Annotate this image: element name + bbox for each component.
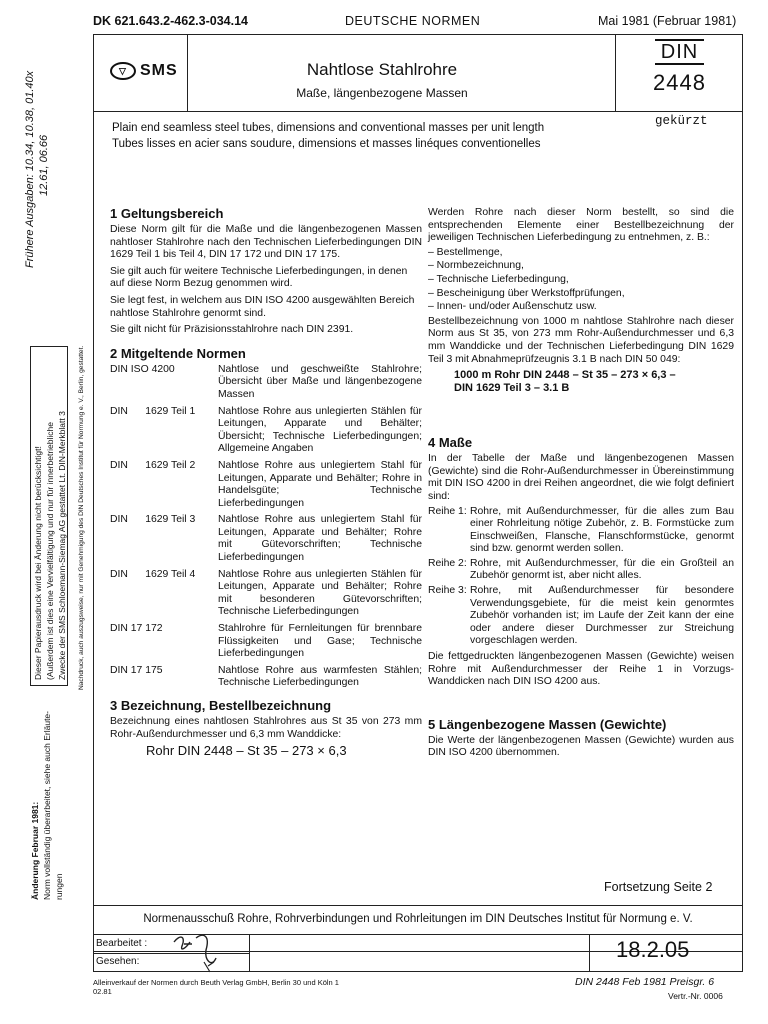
normen-row	[110, 364, 422, 402]
signature-image	[170, 928, 230, 976]
din-number: 2448	[653, 70, 706, 95]
section-1-para-1: Diese Norm gilt für die Maße und die längenbezogenen Massen nahtloser Stahlrohre nach den Technischen Lieferbedingungen DIN 1629 Teil 1 bis Teil 4, DIN 17 172 und DIN 17 175.	[110, 224, 422, 261]
order-example	[428, 369, 734, 395]
norm-title: Nahtlose Rohre aus unlegiertem Stahl für Leitungen, Apparate und Behälter; Rohre in Handelsgüte; Technische Lieferbedingungen	[218, 459, 422, 509]
din-label: DIN	[655, 39, 704, 65]
amendment-line-2: rungen	[54, 873, 64, 900]
continuation-note: Fortsetzung Seite 2	[604, 880, 713, 894]
designation-example: Rohr DIN 2448 – St 35 – 273 × 6,3	[146, 743, 347, 759]
norm-id: DIN 1629 Teil 1	[110, 405, 196, 417]
section-3-heading: 3 Bezeichnung, Bestellbezeichnung	[110, 698, 332, 713]
edited-by-label: Bearbeitet :	[96, 938, 148, 949]
reihen-list	[428, 506, 734, 649]
norm-title: Nahtlose Rohre aus unlegierten Stählen für Leitungen, Apparate und Behälter; Übersicht; Technische Lieferbedingungen; Allgemeine Angaben	[218, 405, 422, 455]
section-4-para-1: In der Tabelle der Maße und längenbezogenen Massen (Gewichte) sind die Rohr-Außendurchmesser in Übereinstimmung mit DIN ISO 4200 in drei Reihen angeordnet, die wie folgt definiert sind:	[428, 453, 734, 502]
print-notice-line-1: Dieser Papierausdruck wird bei Änderung nicht berücksichtigt!	[33, 446, 43, 680]
issue-date: Mai 1981 (Februar 1981)	[598, 14, 737, 28]
amendment-line-1: Norm vollständig überarbeitet, siehe auch Erläute-	[42, 711, 52, 900]
section-1-para-3: Sie legt fest, in welchem aus DIN ISO 4200 ausgewählten Bereich nahtlose Stahlrohre genormt sind.	[110, 294, 415, 319]
list-item: – Technische Lieferbedingung,	[428, 273, 569, 285]
reihe-label: Reihe 1:	[428, 505, 467, 517]
reihe-text: Rohre, mit Außendurchmesser, für die alles zum Bau einer Rohrleitung nötige Zubehör, z. B. Formstücke zum Einschweißen, Flansche, Flanschformstücke, genormt sind bzw. genormt werden sollen.	[470, 505, 734, 555]
contract-number: Vertr.-Nr. 0006	[668, 991, 723, 1001]
sales-note	[93, 978, 339, 996]
norm-id: DIN 1629 Teil 2	[110, 459, 196, 471]
sms-emblem-icon: ▽	[110, 62, 136, 80]
reihe-label: Reihe 2:	[428, 557, 467, 569]
normen-row	[110, 569, 422, 619]
list-item: – Bescheinigung über Werkstoffprüfungen,	[428, 287, 625, 299]
logo-text: SMS	[140, 62, 178, 79]
series-title: DEUTSCHE NORMEN	[345, 14, 481, 28]
dk-number: DK 621.643.2-462.3-034.14	[93, 14, 248, 28]
reprint-notice: Nachdruck, auch auszugsweise, nur mit Genehmigung des DIN Deutsches Institut für Normung e. V., Berlin, gestattet.	[78, 345, 85, 690]
section-1-para-2: Sie gilt auch für weitere Technische Lieferbedingungen, in denen auf diese Norm Bezug genommen wird.	[110, 265, 408, 290]
norm-title: Stahlrohre für Fernleitungen für brennbare Flüssigkeiten und Gase; Technische Lieferbedingungen	[218, 623, 422, 660]
norm-title: Nahtlose Rohre aus warmfesten Stählen; Technische Lieferbedingungen	[218, 664, 422, 689]
subtitle-fr: Tubes lisses en acier sans soudure, dimensions et masses linéques conventionelles	[112, 138, 541, 150]
divider	[93, 905, 743, 906]
norm-id: DIN ISO 4200	[110, 363, 175, 375]
document-subtitle: Maße, längenbezogene Massen	[296, 86, 468, 100]
reviewed-by-label: Gesehen:	[96, 956, 140, 967]
norm-id: DIN 1629 Teil 3	[110, 514, 196, 526]
sales-note-line: Alleinverkauf der Normen durch Beuth Verlag GmbH, Berlin 30 und Köln 1	[93, 978, 339, 987]
order-intro: Werden Rohre nach dieser Norm bestellt, so sind die entsprechenden Elemente einer Bestellbezeichnung der jeweiligen Technischen Lieferbedingung zu entnehmen, z. B.:	[428, 207, 734, 244]
section-2-heading: 2 Mitgeltende Normen	[110, 345, 246, 361]
print-notice-line-3: Zwecke der SMS Schloemann-Siemag AG gestattet Lt. DIN-Merkblatt 3	[57, 411, 67, 680]
section-4-para-2: Die fettgedruckten längenbezogenen Massen (Gewichte) weisen Rohre mit Außendurchmesser der Reihe 1 in Vorzugs-Wanddicken nach DIN ISO 4200 aus.	[428, 651, 734, 688]
reihe-text: Rohre, mit Außendurchmesser für besondere Verwendungsgebiete, für die meist kein genormtes Zubehör vorhanden ist; im Laufe der Zeit kann der eine oder andere dieser Durchmesser zur Streichung vorgeschlagen werden.	[470, 585, 734, 647]
amendment-title: Änderung Februar 1981:	[30, 801, 40, 900]
reihe-text: Rohre, mit Außendurchmesser, für die ein Großteil an Zubehör genormt ist, aber nicht alles.	[470, 557, 734, 582]
normen-row	[110, 665, 422, 690]
normen-list	[110, 364, 422, 690]
normen-row	[110, 623, 422, 661]
left-column	[110, 206, 422, 758]
order-example-line-1: 1000 m Rohr DIN 2448 – St 35 – 273 × 6,3 –	[454, 369, 676, 382]
order-elements-list	[428, 246, 734, 314]
stamp-date: 18.2.05	[616, 937, 690, 962]
right-column	[428, 207, 734, 760]
price-group: DIN 2448 Feb 1981 Preisgr. 6	[575, 976, 715, 988]
subtitle-en: Plain end seamless steel tubes, dimensions and conventional masses per unit length	[112, 122, 545, 134]
document-title: Nahtlose Stahlrohre	[306, 60, 458, 79]
reihe-label: Reihe 3:	[428, 585, 467, 597]
section-1-para-4: Sie gilt nicht für Präzisionsstahlrohre nach DIN 2391.	[110, 324, 354, 336]
committee-name: Normenausschuß Rohre, Rohrverbindungen und Rohrleitungen im DIN Deutsches Institut für Normung e. V.	[143, 913, 693, 925]
normen-row	[110, 514, 422, 564]
norm-id: DIN 1629 Teil 4	[110, 568, 196, 580]
norm-title: Nahtlose Rohre aus unlegiertem Stahl für Leitungen, Apparate und Behälter; Rohre mit Gütevorschriften; Technische Lieferbedingungen	[218, 514, 422, 564]
section-3-para: Bezeichnung eines nahtlosen Stahlrohres aus St 35 von 273 mm Rohr-Außendurchmesser und 6,3 mm Wanddicke:	[110, 716, 422, 740]
section-1-heading: 1 Geltungsbereich	[110, 206, 224, 221]
normen-row	[110, 406, 422, 456]
din-number-block	[616, 34, 743, 112]
sales-note-code: 02.81	[93, 987, 112, 996]
order-example-intro: Bestellbezeichnung von 1000 m nahtlose Stahlrohre nach dieser Norm aus St 35, von 273 mm Rohr-Außendurchmesser und 6,3 mm Wanddicke und der Technischen Lieferbedingung DIN 1629 Teil 3 mit Abnahmeprüfzeugnis 3.1 B nach DIN 50 049:	[428, 315, 734, 365]
earlier-editions: Frühere Ausgaben: 10.34, 10.38, 01.40x	[24, 70, 36, 268]
print-notice-line-2: (Außerdem ist dies eine Vervielfältigung und nur für innerbetriebliche	[45, 422, 55, 680]
order-example-line-2: DIN 1629 Teil 3 – 3.1 B	[454, 382, 570, 395]
norm-title: Nahtlose Rohre aus unlegierten Stählen für Leitungen, Apparate und Behälter; Rohre mit besonderen Gütevorschriften; Technische Lieferbedingungen	[218, 568, 422, 618]
norm-id: DIN 17 172	[110, 623, 163, 635]
gekuerzt-stamp: gekürzt	[655, 114, 708, 128]
section-4-heading: 4 Maße	[428, 435, 473, 451]
section-5-para: Die Werte der längenbezogenen Massen (Gewichte) wurden aus DIN ISO 4200 übernommen.	[428, 734, 734, 759]
norm-id: DIN 17 175	[110, 664, 163, 676]
normen-row	[110, 460, 422, 510]
reihe-row	[428, 506, 734, 556]
list-item: – Bestellmenge,	[428, 246, 503, 258]
sms-logo	[110, 62, 178, 80]
reihe-row	[428, 585, 734, 648]
earlier-editions-2: 12.61, 06.66	[38, 134, 50, 196]
list-item: – Normbezeichnung,	[428, 260, 524, 272]
section-5-heading: 5 Längenbezogene Massen (Gewichte)	[428, 716, 667, 732]
reihe-row	[428, 558, 734, 583]
list-item: – Innen- und/oder Außenschutz usw.	[428, 301, 597, 313]
norm-title: Nahtlose und geschweißte Stahlrohre; Übersicht über Maße und längenbezogene Massen	[218, 363, 422, 400]
